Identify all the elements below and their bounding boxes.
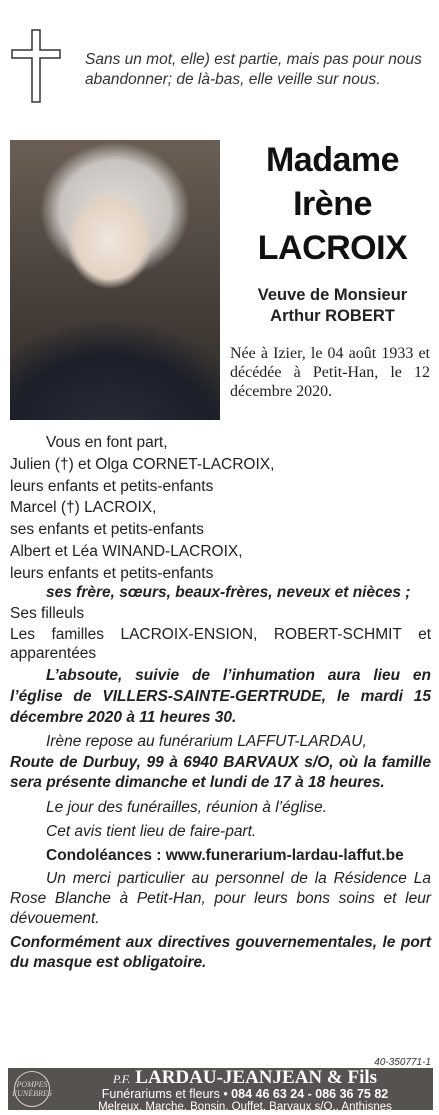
cross-icon bbox=[10, 28, 62, 104]
logo-text: POMPES FUNÈBRES bbox=[12, 1080, 52, 1098]
firm-services: Funérariums et fleurs bbox=[101, 1087, 220, 1101]
name-title: Madame bbox=[265, 141, 400, 179]
ceremony-details: L’absoute, suivie de l’inhumation aura lieu en l’église de VILLERS-SAINTE-GERTRUDE, le mardi 15 décembre 2020 à 11 heures 30. bbox=[10, 667, 431, 727]
epitaph-quote: Sans un mot, elle) est partie, mais pas pour nous abandonner; de là-bas, elle veille sur nous. bbox=[85, 51, 422, 88]
mask-notice: Conformément aux directives gouvernementales, le port du masque est obligatoire. bbox=[10, 934, 431, 972]
funeral-home-info bbox=[60, 1069, 430, 1113]
condolences-label: Condoléances : bbox=[46, 846, 162, 864]
family-line: Marcel (†) LACROIX, bbox=[10, 499, 157, 517]
families-line: Les familles LACROIX-ENSION, ROBERT-SCHMIT et apparentées bbox=[10, 626, 431, 663]
rest-details: Route de Durbuy, 99 à 6940 BARVAUX s/O, où la famille sera présente dimanche et lundi de 17 à 18 heures. bbox=[10, 753, 431, 791]
godchildren-line: Ses filleuls bbox=[10, 605, 85, 623]
firm-prefix: P.F. bbox=[112, 1072, 131, 1086]
name-last: LACROIX bbox=[257, 229, 408, 267]
widow-of bbox=[230, 285, 435, 327]
intro-text: Vous en font part, bbox=[46, 434, 168, 451]
portrait-photo bbox=[10, 140, 220, 420]
family-line: ses enfants et petits-enfants bbox=[10, 521, 204, 539]
firm-contact: Funérariums et fleurs • 084 46 63 24 - 086 36 75 82 bbox=[101, 1087, 389, 1101]
family-line: leurs enfants et petits-enfants bbox=[10, 477, 214, 495]
reunion-line: Le jour des funérailles, réunion à l’église. bbox=[46, 798, 327, 816]
siblings-line: ses frère, sœurs, beaux-frères, neveux et nièces ; bbox=[46, 583, 411, 601]
family-line: Albert et Léa WINAND-LACROIX, bbox=[10, 542, 243, 560]
thanks-text: Un merci particulier au personnel de la Résidence La Rose Blanche à Petit-Han, pour leurs bons soins et leur dévouement. bbox=[10, 870, 431, 928]
notice-line: Cet avis tient lieu de faire-part. bbox=[46, 822, 257, 840]
name-first: Irène bbox=[293, 185, 372, 223]
family-line: Julien (†) et Olga CORNET-LACROIX, bbox=[10, 455, 275, 473]
firm-locations: Melreux, Marche, Bonsin, Ouffet, Barvaux s/O., Anthisnes bbox=[98, 1101, 392, 1113]
reference-number: 40-350771-1 bbox=[374, 1057, 431, 1068]
funeral-home-logo bbox=[14, 1071, 50, 1107]
condolences-line bbox=[10, 845, 431, 867]
firm-phones: 084 46 63 24 - 086 36 75 82 bbox=[231, 1087, 389, 1101]
firm-name: LARDAU-JEANJEAN & Fils bbox=[135, 1067, 378, 1088]
widow-line-1: Veuve de Monsieur bbox=[257, 286, 408, 304]
birth-death-info: Née à Izier, le 04 août 1933 et décédée à Petit-Han, le 12 décembre 2020. bbox=[230, 345, 430, 400]
firm-title bbox=[60, 1069, 430, 1088]
family-line: leurs enfants et petits-enfants bbox=[10, 564, 214, 582]
rest-intro: Irène repose au funérarium LAFFUT-LARDAU, bbox=[46, 733, 367, 751]
condolences-link[interactable]: www.funerarium-lardau-laffut.be bbox=[165, 846, 404, 864]
widow-line-2: Arthur ROBERT bbox=[270, 307, 395, 325]
announcement-body bbox=[10, 432, 431, 973]
deceased-name bbox=[230, 138, 435, 270]
